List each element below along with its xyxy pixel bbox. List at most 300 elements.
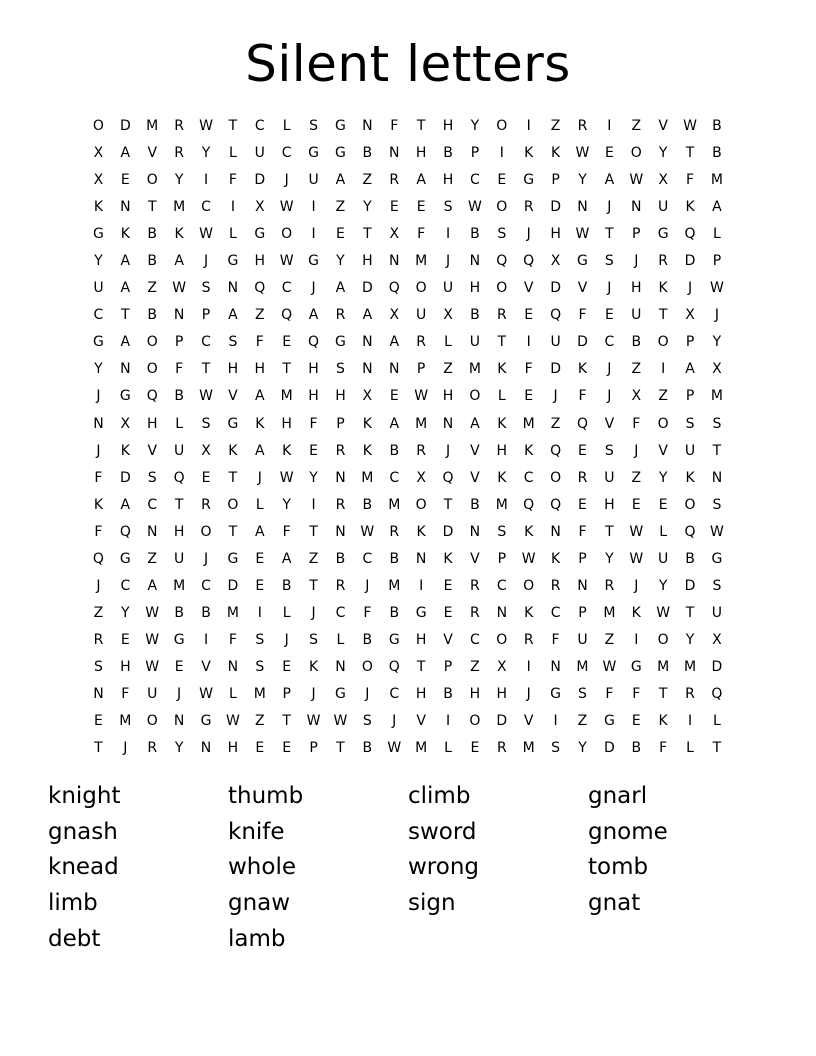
grid-letter[interactable]: U	[416, 307, 427, 324]
grid-letter[interactable]: I	[687, 713, 693, 730]
grid-letter[interactable]: Y	[658, 469, 668, 486]
grid-letter[interactable]: Q	[523, 253, 535, 270]
grid-letter[interactable]: U	[684, 442, 696, 459]
grid-letter[interactable]: J	[284, 631, 289, 648]
grid-letter[interactable]: Q	[92, 550, 104, 567]
grid-letter[interactable]: E	[120, 631, 130, 648]
grid-letter[interactable]: S	[497, 523, 507, 540]
grid-letter[interactable]: Z	[631, 361, 642, 378]
grid-letter[interactable]: A	[120, 334, 131, 351]
grid-letter[interactable]: N	[415, 550, 427, 567]
grid-letter[interactable]: I	[553, 713, 558, 730]
grid-letter[interactable]: G	[657, 226, 669, 243]
grid-letter[interactable]: K	[174, 226, 184, 243]
grid-letter[interactable]: E	[631, 496, 641, 513]
grid-letter[interactable]: G	[308, 145, 319, 162]
grid-letter[interactable]: I	[311, 496, 316, 513]
grid-letter[interactable]: T	[309, 523, 318, 540]
grid-letter[interactable]: H	[362, 253, 373, 270]
grid-letter[interactable]: A	[174, 253, 184, 270]
grid-letter[interactable]: G	[200, 713, 212, 730]
grid-letter[interactable]: U	[658, 550, 669, 567]
grid-letter[interactable]: E	[578, 442, 587, 459]
grid-letter[interactable]: N	[362, 118, 373, 134]
grid-letter[interactable]: U	[173, 550, 185, 567]
grid-letter[interactable]: D	[227, 577, 239, 594]
grid-letter[interactable]: F	[121, 685, 130, 702]
grid-letter[interactable]: I	[499, 145, 504, 162]
grid-letter[interactable]: O	[281, 226, 293, 243]
grid-letter[interactable]: J	[526, 685, 531, 702]
grid-letter[interactable]: A	[308, 307, 319, 324]
grid-letter[interactable]: Y	[121, 604, 130, 621]
grid-letter[interactable]: G	[308, 253, 319, 270]
grid-letter[interactable]: V	[658, 442, 668, 459]
grid-letter[interactable]: W	[602, 658, 617, 675]
grid-letter[interactable]: P	[416, 361, 426, 378]
grid-letter[interactable]: F	[632, 415, 641, 432]
grid-letter[interactable]: Y	[363, 199, 372, 216]
grid-letter[interactable]: T	[228, 469, 238, 486]
grid-letter[interactable]: N	[173, 713, 185, 730]
grid-letter[interactable]: M	[146, 118, 159, 134]
grid-letter[interactable]: G	[93, 226, 104, 243]
grid-letter[interactable]: U	[711, 604, 723, 621]
grid-letter[interactable]: L	[282, 118, 291, 134]
grid-letter[interactable]: B	[281, 577, 292, 594]
grid-letter[interactable]: Z	[147, 550, 158, 567]
grid-letter[interactable]: M	[710, 172, 723, 189]
grid-letter[interactable]: H	[415, 685, 427, 702]
grid-letter[interactable]: R	[523, 199, 534, 216]
grid-letter[interactable]: F	[228, 631, 237, 648]
grid-letter[interactable]: E	[631, 713, 641, 730]
grid-letter[interactable]: T	[147, 199, 157, 216]
grid-letter[interactable]: P	[282, 685, 291, 702]
grid-letter[interactable]: K	[120, 442, 130, 459]
grid-letter[interactable]: O	[361, 658, 373, 675]
grid-letter[interactable]: K	[685, 469, 695, 486]
grid-letter[interactable]: L	[444, 740, 452, 757]
grid-letter[interactable]: Y	[578, 172, 587, 189]
grid-letter[interactable]: R	[147, 740, 158, 757]
grid-letter[interactable]: T	[658, 685, 668, 702]
grid-letter[interactable]: U	[147, 685, 158, 702]
grid-letter[interactable]: W	[629, 172, 644, 189]
grid-letter[interactable]: H	[227, 740, 239, 757]
grid-letter[interactable]: Y	[605, 550, 614, 567]
grid-letter[interactable]: O	[415, 280, 427, 297]
grid-letter[interactable]: W	[575, 145, 590, 162]
grid-letter[interactable]: L	[659, 523, 668, 540]
grid-letter[interactable]: X	[712, 361, 722, 378]
grid-letter[interactable]: S	[94, 658, 103, 675]
grid-letter[interactable]: E	[497, 172, 507, 189]
grid-letter[interactable]: K	[577, 361, 588, 378]
grid-letter[interactable]: E	[309, 442, 318, 459]
grid-letter[interactable]: T	[228, 523, 238, 540]
grid-letter[interactable]: F	[686, 172, 695, 189]
grid-letter[interactable]: V	[604, 415, 615, 432]
grid-letter[interactable]: E	[282, 740, 292, 757]
grid-letter[interactable]: W	[710, 280, 724, 297]
grid-letter[interactable]: T	[282, 713, 291, 730]
grid-letter[interactable]: P	[578, 550, 587, 567]
grid-letter[interactable]: B	[147, 226, 158, 243]
grid-letter[interactable]: P	[336, 415, 345, 432]
grid-letter[interactable]: P	[712, 253, 722, 270]
grid-letter[interactable]: D	[550, 361, 561, 378]
grid-letter[interactable]: G	[603, 713, 615, 730]
grid-letter[interactable]: M	[576, 658, 589, 675]
grid-letter[interactable]: L	[713, 226, 721, 243]
grid-letter[interactable]: M	[415, 415, 428, 432]
grid-letter[interactable]: Q	[576, 415, 588, 432]
grid-letter[interactable]: A	[120, 145, 131, 162]
grid-letter[interactable]: T	[685, 604, 695, 621]
grid-letter[interactable]: J	[687, 280, 693, 297]
grid-letter[interactable]: O	[146, 713, 158, 730]
grid-letter[interactable]: B	[631, 740, 642, 757]
grid-letter[interactable]: Y	[174, 740, 184, 757]
grid-letter[interactable]: H	[469, 280, 481, 297]
grid-letter[interactable]: A	[255, 442, 265, 459]
grid-letter[interactable]: N	[200, 740, 212, 757]
grid-letter[interactable]: P	[632, 226, 641, 243]
grid-letter[interactable]: H	[442, 118, 454, 134]
grid-letter[interactable]: A	[281, 550, 292, 567]
grid-letter[interactable]: G	[119, 550, 131, 567]
grid-letter[interactable]: Y	[174, 172, 184, 189]
grid-letter[interactable]: W	[710, 523, 724, 540]
grid-letter[interactable]: G	[415, 604, 427, 621]
grid-letter[interactable]: L	[686, 740, 694, 757]
grid-letter[interactable]: M	[388, 496, 401, 513]
grid-letter[interactable]: H	[630, 280, 642, 297]
grid-letter[interactable]: J	[714, 307, 719, 324]
grid-letter[interactable]: F	[578, 388, 587, 405]
grid-letter[interactable]: U	[469, 334, 481, 351]
grid-letter[interactable]: G	[335, 118, 346, 134]
grid-letter[interactable]: D	[684, 577, 696, 594]
grid-letter[interactable]: B	[389, 550, 400, 567]
grid-letter[interactable]: A	[228, 307, 238, 324]
grid-letter[interactable]: I	[230, 199, 235, 216]
grid-letter[interactable]: K	[93, 199, 104, 216]
grid-letter[interactable]: X	[362, 388, 373, 405]
grid-letter[interactable]: L	[336, 631, 345, 648]
grid-letter[interactable]: W	[683, 118, 697, 134]
grid-letter[interactable]: T	[605, 226, 614, 243]
grid-letter[interactable]: Z	[362, 172, 373, 189]
grid-letter[interactable]: Q	[442, 469, 454, 486]
grid-letter[interactable]: X	[550, 253, 561, 270]
grid-letter[interactable]: I	[661, 361, 666, 378]
grid-letter[interactable]: R	[416, 442, 426, 459]
grid-letter[interactable]: W	[629, 523, 644, 540]
grid-letter[interactable]: V	[470, 469, 480, 486]
grid-letter[interactable]: I	[445, 713, 451, 730]
grid-letter[interactable]: W	[414, 388, 429, 405]
grid-letter[interactable]: H	[308, 388, 319, 405]
grid-letter[interactable]: D	[496, 713, 508, 730]
grid-letter[interactable]: O	[657, 631, 669, 648]
grid-letter[interactable]: M	[280, 388, 293, 405]
grid-letter[interactable]: Z	[443, 361, 453, 378]
grid-letter[interactable]: O	[684, 496, 696, 513]
grid-letter[interactable]: N	[93, 685, 104, 702]
grid-letter[interactable]: R	[174, 118, 184, 134]
grid-letter[interactable]: C	[147, 496, 158, 513]
grid-letter[interactable]: M	[710, 388, 723, 405]
grid-letter[interactable]: H	[335, 388, 346, 405]
grid-letter[interactable]: Y	[658, 145, 668, 162]
grid-letter[interactable]: F	[390, 118, 399, 134]
grid-letter[interactable]: W	[145, 658, 160, 675]
grid-letter[interactable]: T	[658, 307, 668, 324]
grid-letter[interactable]: T	[282, 361, 291, 378]
grid-letter[interactable]: G	[335, 685, 346, 702]
grid-letter[interactable]: F	[363, 604, 372, 621]
grid-letter[interactable]: K	[497, 361, 507, 378]
grid-letter[interactable]: G	[523, 172, 535, 189]
grid-letter[interactable]: B	[443, 145, 453, 162]
grid-letter[interactable]: N	[227, 658, 239, 675]
grid-letter[interactable]: Z	[577, 713, 588, 730]
grid-letter[interactable]: N	[469, 523, 481, 540]
grid-letter[interactable]: N	[711, 469, 723, 486]
grid-letter[interactable]: X	[254, 199, 265, 216]
grid-letter[interactable]: V	[658, 118, 668, 134]
grid-letter[interactable]: H	[281, 415, 292, 432]
grid-letter[interactable]: X	[658, 172, 668, 189]
grid-letter[interactable]: K	[255, 415, 265, 432]
grid-letter[interactable]: J	[96, 442, 101, 459]
grid-letter[interactable]: K	[631, 604, 641, 621]
grid-letter[interactable]: B	[712, 118, 722, 134]
grid-letter[interactable]: H	[415, 631, 427, 648]
grid-letter[interactable]: F	[578, 523, 587, 540]
grid-letter[interactable]: N	[120, 199, 131, 216]
grid-letter[interactable]: B	[389, 442, 400, 459]
grid-letter[interactable]: N	[550, 658, 561, 675]
grid-letter[interactable]: R	[604, 577, 615, 594]
grid-letter[interactable]: L	[282, 604, 291, 621]
grid-letter[interactable]: E	[255, 550, 265, 567]
grid-letter[interactable]: A	[685, 361, 695, 378]
grid-letter[interactable]: K	[524, 523, 534, 540]
grid-letter[interactable]: E	[524, 388, 534, 405]
grid-letter[interactable]: R	[389, 172, 400, 189]
grid-letter[interactable]: E	[389, 199, 399, 216]
grid-letter[interactable]: F	[228, 172, 237, 189]
grid-letter[interactable]: W	[145, 604, 160, 621]
grid-letter[interactable]: J	[634, 253, 639, 270]
grid-letter[interactable]: T	[416, 658, 426, 675]
grid-letter[interactable]: I	[634, 631, 639, 648]
grid-letter[interactable]: H	[415, 145, 427, 162]
grid-letter[interactable]: I	[311, 199, 316, 216]
grid-letter[interactable]: K	[120, 226, 130, 243]
grid-letter[interactable]: Q	[523, 496, 535, 513]
grid-letter[interactable]: Q	[254, 280, 266, 297]
grid-letter[interactable]: X	[389, 226, 400, 243]
grid-letter[interactable]: Y	[309, 469, 318, 486]
grid-letter[interactable]: W	[360, 523, 375, 540]
grid-letter[interactable]: O	[146, 361, 158, 378]
grid-letter[interactable]: G	[388, 631, 400, 648]
grid-letter[interactable]: C	[254, 118, 265, 134]
grid-letter[interactable]: Z	[308, 550, 319, 567]
grid-letter[interactable]: S	[255, 658, 265, 675]
grid-letter[interactable]: X	[416, 469, 426, 486]
grid-letter[interactable]: T	[443, 496, 453, 513]
grid-letter[interactable]: G	[227, 253, 239, 270]
grid-letter[interactable]: J	[553, 388, 558, 405]
grid-letter[interactable]: B	[362, 631, 373, 648]
grid-letter[interactable]: Q	[146, 388, 158, 405]
grid-letter[interactable]: V	[147, 442, 158, 459]
grid-letter[interactable]: Z	[470, 658, 480, 675]
grid-letter[interactable]: X	[631, 388, 642, 405]
grid-letter[interactable]: N	[335, 469, 346, 486]
grid-letter[interactable]: R	[470, 577, 480, 594]
grid-letter[interactable]: A	[120, 253, 131, 270]
grid-letter[interactable]: J	[607, 280, 612, 297]
grid-letter[interactable]: V	[201, 658, 211, 675]
grid-letter[interactable]: I	[526, 334, 531, 351]
grid-letter[interactable]: Y	[336, 253, 345, 270]
grid-letter[interactable]: K	[362, 415, 372, 432]
grid-letter[interactable]: S	[551, 740, 561, 757]
grid-letter[interactable]: A	[255, 523, 265, 540]
grid-letter[interactable]: X	[93, 172, 104, 189]
grid-letter[interactable]: I	[526, 658, 531, 675]
grid-letter[interactable]: X	[443, 307, 453, 324]
grid-letter[interactable]: N	[442, 415, 454, 432]
grid-letter[interactable]: S	[712, 577, 722, 594]
grid-letter[interactable]: J	[607, 388, 612, 405]
grid-letter[interactable]: U	[604, 469, 615, 486]
grid-letter[interactable]: L	[497, 388, 506, 405]
grid-letter[interactable]: J	[177, 685, 182, 702]
grid-letter[interactable]: B	[147, 253, 158, 270]
grid-letter[interactable]: P	[309, 740, 318, 757]
grid-letter[interactable]: R	[174, 145, 184, 162]
grid-letter[interactable]: T	[201, 361, 211, 378]
grid-letter[interactable]: X	[389, 307, 400, 324]
grid-letter[interactable]: N	[469, 253, 481, 270]
grid-letter[interactable]: P	[578, 604, 587, 621]
grid-letter[interactable]: M	[495, 496, 508, 513]
grid-letter[interactable]: O	[227, 496, 239, 513]
grid-letter[interactable]: C	[281, 280, 292, 297]
grid-letter[interactable]: D	[254, 172, 266, 189]
grid-letter[interactable]: M	[603, 604, 616, 621]
grid-letter[interactable]: L	[444, 334, 452, 351]
grid-letter[interactable]: K	[497, 469, 507, 486]
grid-letter[interactable]: B	[362, 496, 373, 513]
grid-letter[interactable]: O	[657, 334, 669, 351]
grid-letter[interactable]: J	[634, 442, 639, 459]
grid-letter[interactable]: K	[685, 199, 695, 216]
grid-letter[interactable]: D	[119, 469, 131, 486]
grid-letter[interactable]: U	[442, 280, 454, 297]
grid-letter[interactable]: K	[524, 145, 534, 162]
grid-letter[interactable]: R	[335, 442, 346, 459]
grid-letter[interactable]: N	[93, 415, 104, 432]
grid-letter[interactable]: J	[311, 685, 316, 702]
grid-letter[interactable]: Q	[550, 442, 562, 459]
grid-letter[interactable]: S	[712, 496, 722, 513]
grid-letter[interactable]: I	[526, 118, 531, 134]
grid-letter[interactable]: S	[497, 226, 507, 243]
grid-letter[interactable]: H	[254, 361, 266, 378]
grid-letter[interactable]: W	[145, 631, 160, 648]
grid-letter[interactable]: J	[311, 604, 316, 621]
grid-letter[interactable]: N	[389, 253, 400, 270]
grid-letter[interactable]: K	[658, 713, 668, 730]
grid-letter[interactable]: C	[120, 577, 131, 594]
grid-letter[interactable]: F	[417, 226, 426, 243]
grid-letter[interactable]: Z	[550, 415, 561, 432]
grid-letter[interactable]: H	[308, 361, 319, 378]
grid-letter[interactable]: V	[470, 550, 480, 567]
grid-letter[interactable]: Q	[550, 496, 562, 513]
grid-letter[interactable]: Y	[201, 145, 211, 162]
grid-letter[interactable]: J	[365, 685, 370, 702]
grid-letter[interactable]: K	[524, 442, 534, 459]
grid-letter[interactable]: X	[120, 415, 131, 432]
grid-letter[interactable]: R	[416, 334, 426, 351]
grid-letter[interactable]: N	[631, 199, 642, 216]
grid-letter[interactable]: J	[392, 713, 397, 730]
grid-letter[interactable]: C	[389, 469, 400, 486]
grid-letter[interactable]: M	[226, 604, 239, 621]
grid-letter[interactable]: Z	[254, 307, 265, 324]
grid-letter[interactable]: B	[470, 307, 480, 324]
grid-letter[interactable]: Q	[684, 523, 696, 540]
grid-letter[interactable]: Z	[93, 604, 104, 621]
grid-letter[interactable]: L	[228, 685, 237, 702]
grid-letter[interactable]: M	[361, 469, 374, 486]
grid-letter[interactable]: O	[496, 118, 508, 134]
grid-letter[interactable]: N	[389, 361, 400, 378]
grid-letter[interactable]: C	[604, 334, 615, 351]
grid-letter[interactable]: B	[470, 496, 480, 513]
grid-letter[interactable]: S	[255, 631, 265, 648]
grid-letter[interactable]: J	[634, 577, 639, 594]
grid-letter[interactable]: R	[335, 496, 346, 513]
grid-letter[interactable]: W	[575, 226, 590, 243]
grid-letter[interactable]: R	[496, 307, 507, 324]
grid-letter[interactable]: W	[521, 550, 536, 567]
grid-letter[interactable]: R	[496, 740, 507, 757]
grid-letter[interactable]: S	[201, 415, 211, 432]
grid-letter[interactable]: E	[443, 577, 453, 594]
grid-letter[interactable]: S	[147, 469, 157, 486]
grid-letter[interactable]: B	[335, 550, 346, 567]
grid-letter[interactable]: M	[415, 740, 428, 757]
grid-letter[interactable]: E	[255, 740, 265, 757]
grid-letter[interactable]: B	[174, 604, 184, 621]
grid-letter[interactable]: H	[442, 388, 454, 405]
grid-letter[interactable]: N	[335, 523, 346, 540]
grid-letter[interactable]: E	[604, 145, 614, 162]
grid-letter[interactable]: S	[604, 253, 614, 270]
grid-letter[interactable]: D	[550, 280, 561, 297]
grid-letter[interactable]: C	[201, 199, 211, 216]
